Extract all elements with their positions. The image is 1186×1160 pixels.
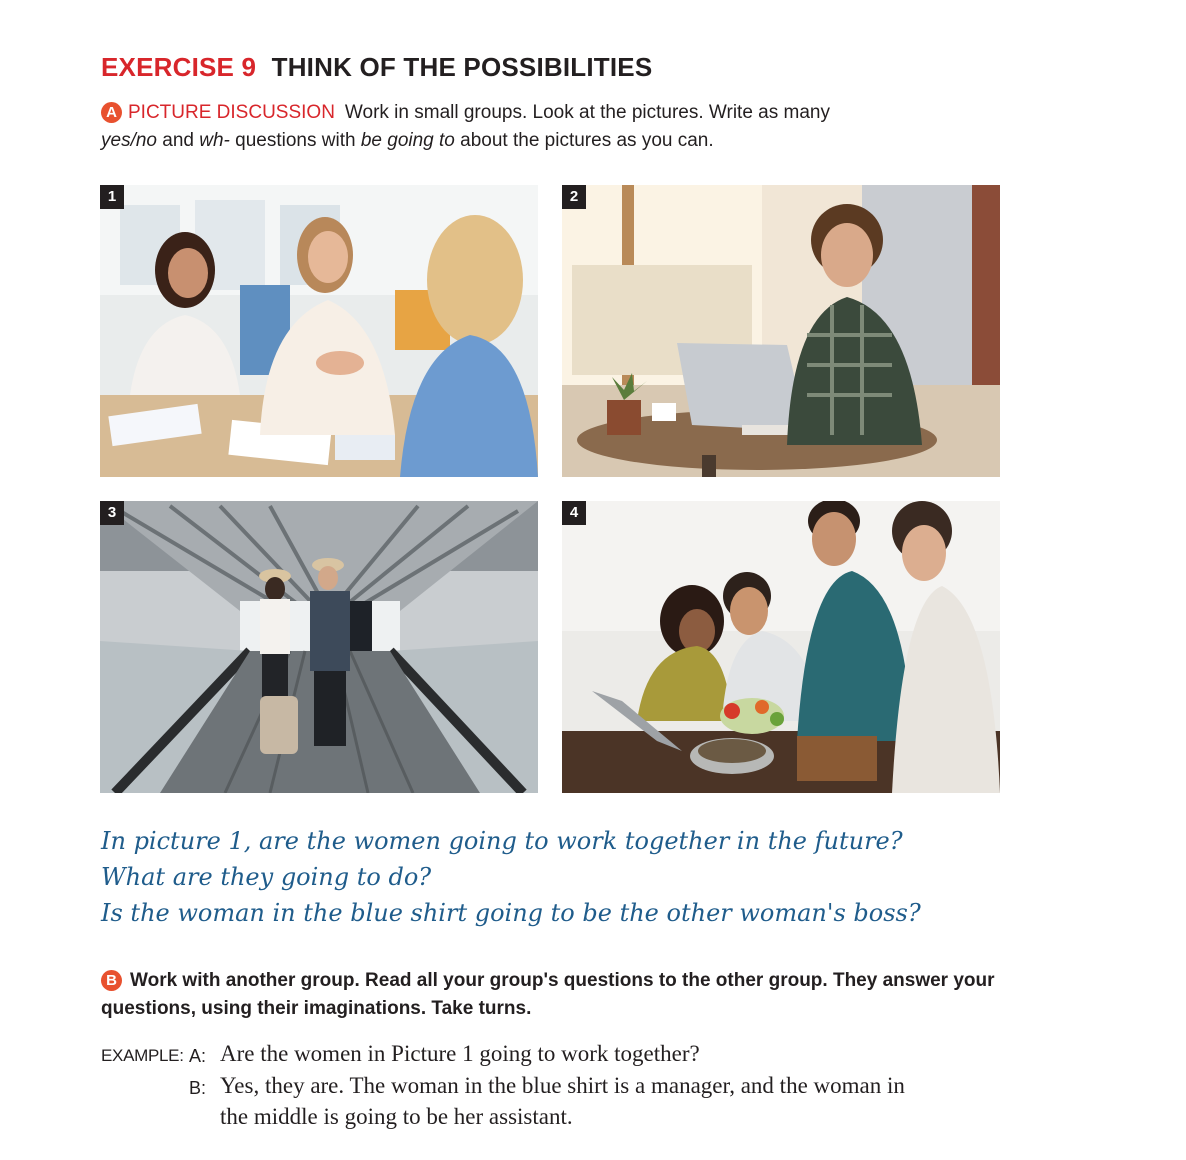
exercise-title: THINK OF THE POSSIBILITIES	[271, 52, 653, 82]
picture-2-image	[562, 185, 1000, 477]
picture-4	[562, 501, 1000, 793]
term-be-going-to: be going to	[360, 130, 455, 151]
part-a-connector: about the pictures as you can.	[454, 130, 714, 151]
picture-1-image	[100, 185, 538, 477]
picture-2	[562, 185, 1000, 477]
line-a: Are the women in Picture 1 going to work together?	[220, 1041, 700, 1066]
term-yes-no: yes/no	[101, 130, 157, 151]
part-a-badge: A	[101, 102, 122, 123]
part-b-instructions	[101, 967, 1001, 1023]
part-a-instructions	[101, 99, 981, 155]
picture-2-number: 2	[562, 185, 586, 209]
picture-4-image	[562, 501, 1000, 793]
sample-question: In picture 1, are the women going to work together in the future?	[101, 827, 903, 855]
sample-question: What are they going to do?	[101, 863, 432, 891]
speaker-b: B:	[189, 1078, 207, 1098]
speaker-a: A:	[189, 1046, 207, 1066]
line-b-1: Yes, they are. The woman in the blue shirt is a manager, and the woman in	[220, 1073, 905, 1098]
exercise-heading	[101, 52, 652, 83]
term-wh: wh-	[199, 130, 230, 151]
picture-4-number: 4	[562, 501, 586, 525]
line-b-2: the middle is going to be her assistant.	[220, 1104, 573, 1129]
picture-3-number: 3	[100, 501, 124, 525]
picture-3-image	[100, 501, 538, 793]
part-b-badge: B	[101, 970, 122, 991]
sample-questions	[101, 823, 1001, 931]
sample-question: Is the woman in the blue shirt going to be the other woman's boss?	[101, 899, 921, 927]
example-label: EXAMPLE:	[101, 1046, 184, 1065]
picture-1	[100, 185, 538, 477]
part-b-text: Work with another group. Read all your group's questions to the other group. They answer your questions, using their imaginations. Take turns.	[101, 970, 995, 1019]
exercise-number: EXERCISE 9	[101, 52, 257, 82]
part-a-connector: questions with	[229, 130, 361, 151]
part-a-connector: and	[156, 130, 200, 151]
picture-1-number: 1	[100, 185, 124, 209]
part-a-text: Work in small groups. Look at the pictures. Write as many	[344, 102, 830, 123]
part-a-label: PICTURE DISCUSSION	[128, 102, 335, 123]
picture-3	[100, 501, 538, 793]
